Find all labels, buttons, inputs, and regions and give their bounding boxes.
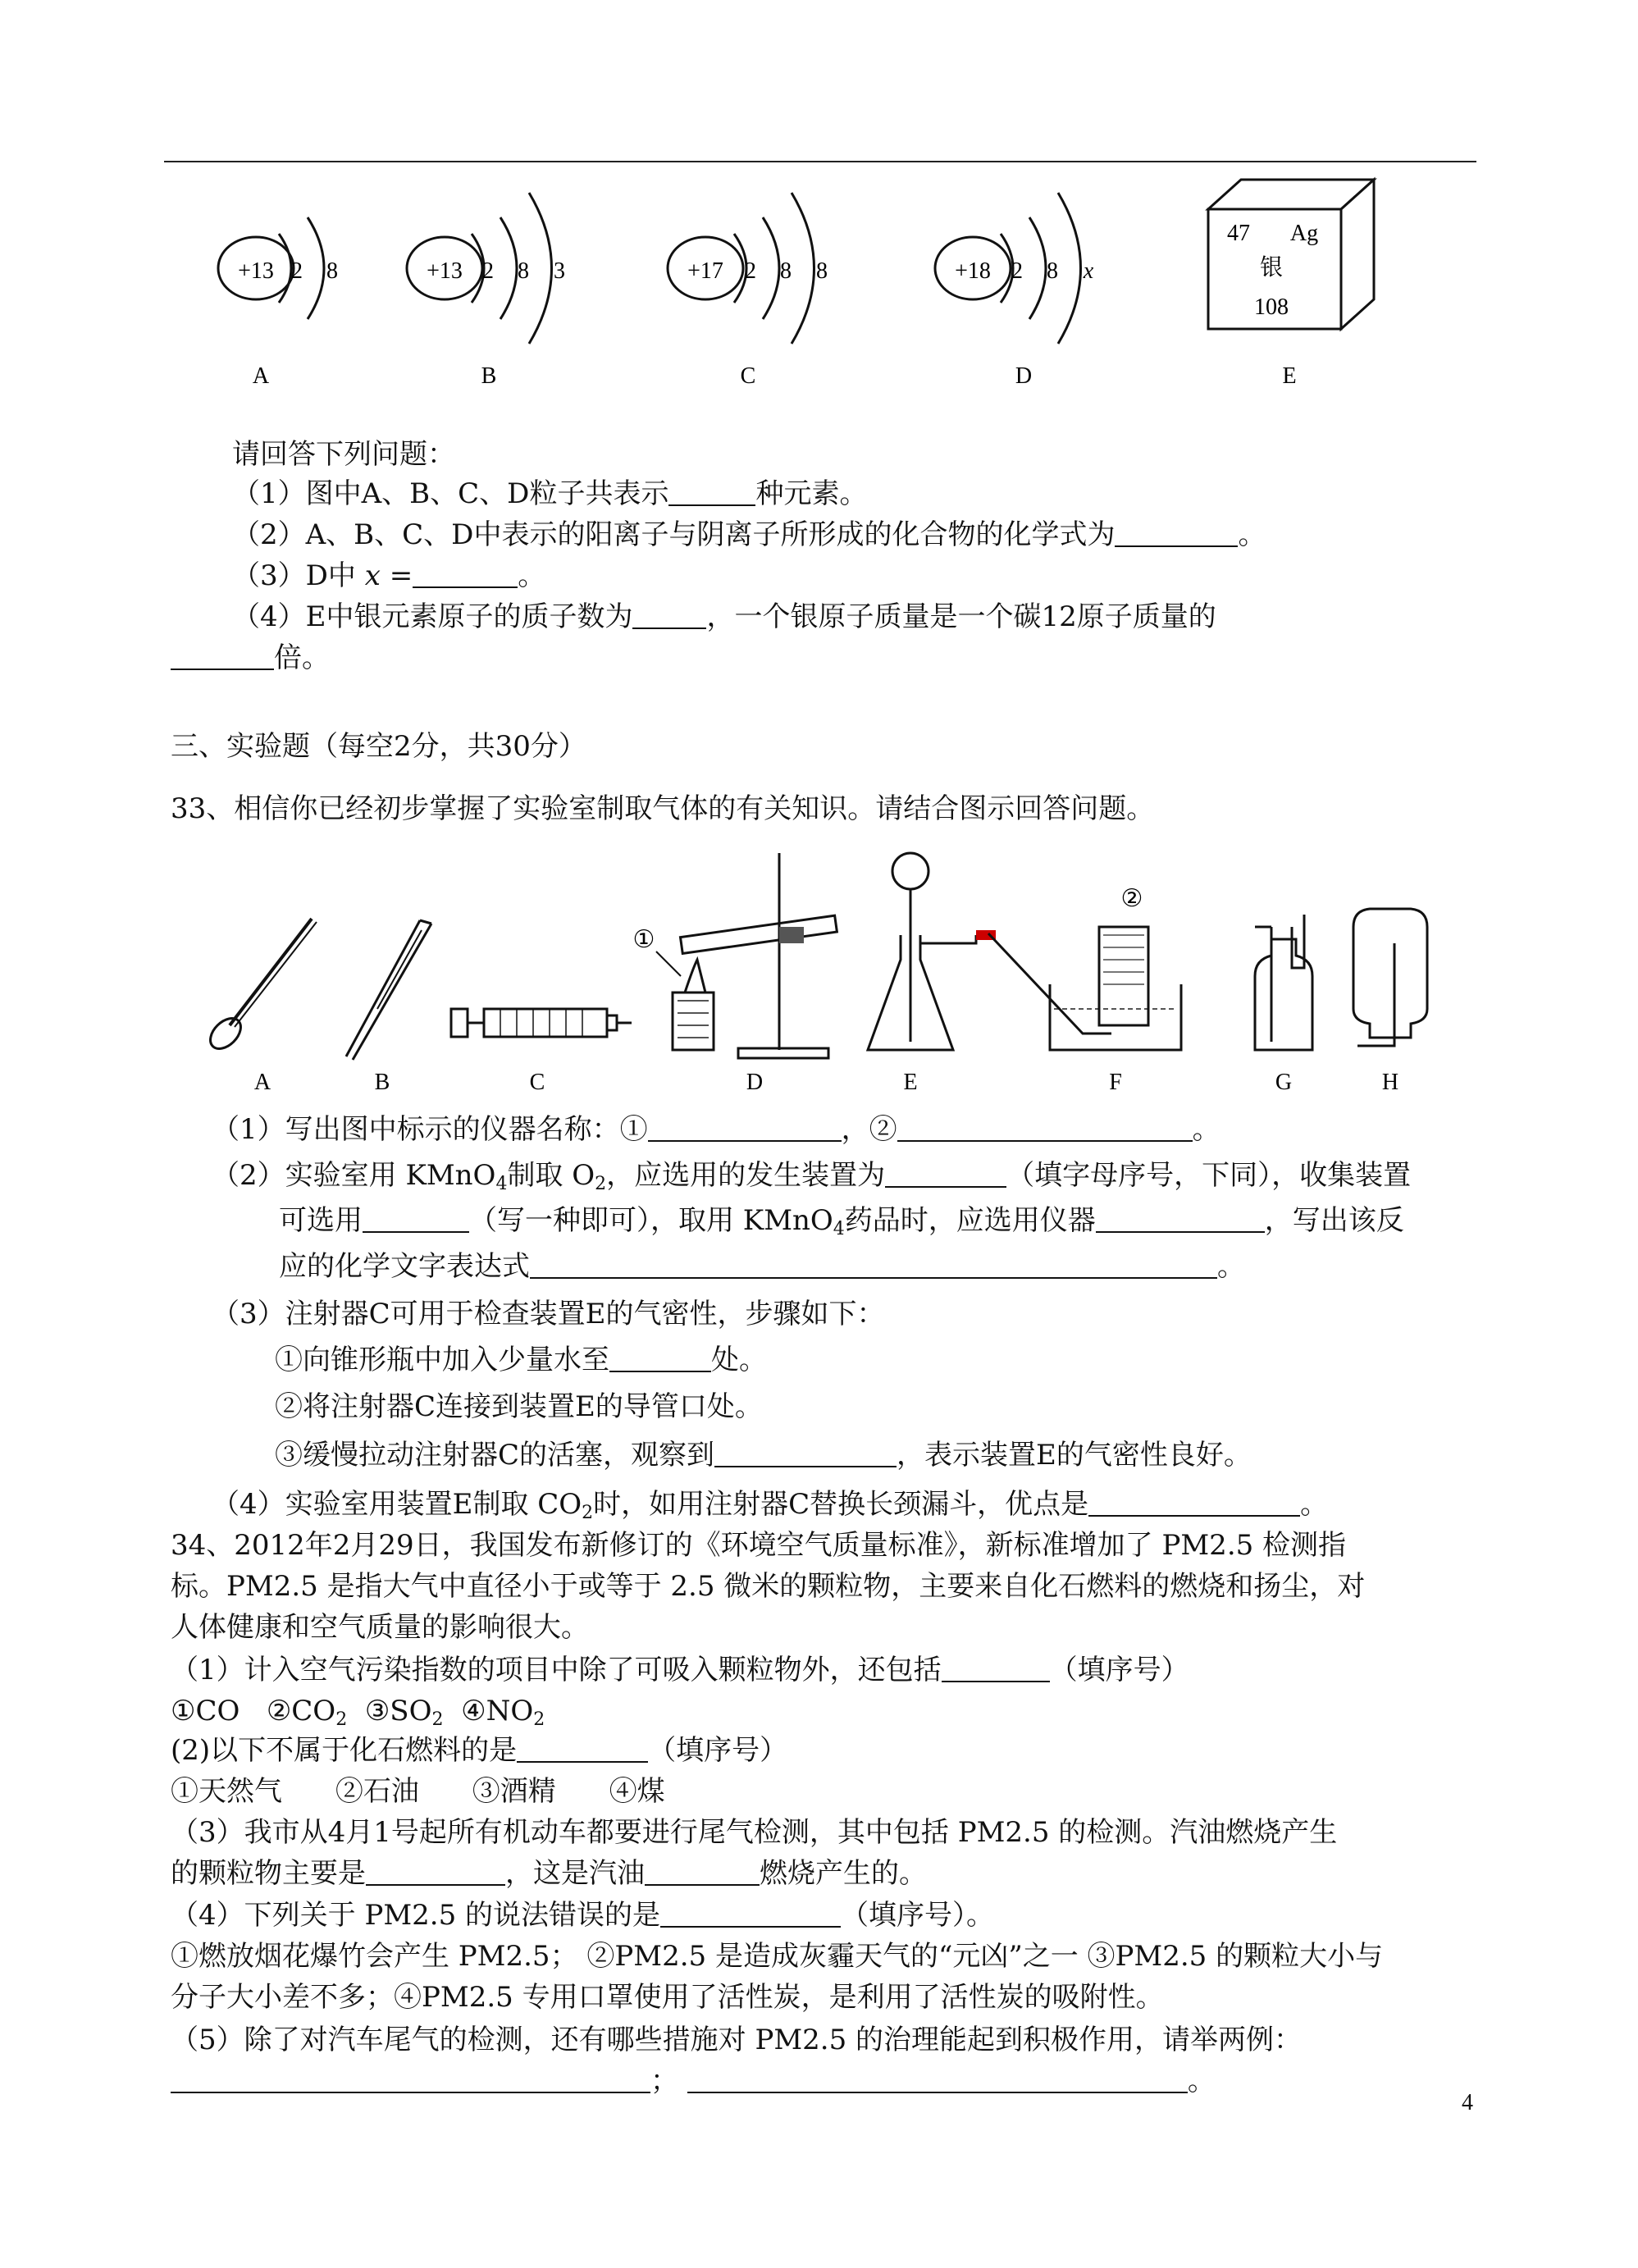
atom-b-shell-1: 2 [482, 258, 494, 284]
q33-s4-b: 时，如用注射器C替换长颈漏斗，优点是 [593, 1488, 1089, 1521]
element-name: 银 [1259, 255, 1284, 281]
atom-b [407, 193, 565, 389]
q32-s2-tail: 。 [1238, 518, 1266, 551]
apparatus-d-heating [633, 853, 837, 1095]
page-number: 4 [1462, 2090, 1473, 2115]
q33-s2-h: ，写出该反 [1264, 1204, 1404, 1237]
q32-s3-var: x [364, 559, 381, 592]
q34-fuel-1: ①天然气 [171, 1775, 282, 1808]
apparatus-f-label: F [1109, 1070, 1122, 1095]
q33-s1-tail: 。 [1192, 1113, 1221, 1146]
q34-s2-blank[interactable] [517, 1733, 648, 1763]
q34-s3-blank-1[interactable] [366, 1856, 505, 1886]
q34-s5-tail: 。 [1187, 2065, 1216, 2097]
q33-s3-3a: ③缓慢拉动注射器C的活塞，观察到 [275, 1439, 715, 1472]
q34-s4-a: （4）下列关于 PM2.5 的说法错误的是 [171, 1899, 661, 1932]
atom-d-label: D [1015, 363, 1033, 389]
q33-s2-c: ，应选用的发生装置为 [606, 1159, 886, 1192]
q34-s1-a: （1）计入空气污染指数的项目中除了可吸入颗粒物外，还包括 [171, 1654, 942, 1686]
apparatus-figure [189, 845, 1444, 1107]
atom-structure-figure [164, 168, 1476, 390]
q33-s2-blank-4[interactable] [530, 1249, 1217, 1279]
atom-b-shell-3: 3 [554, 258, 565, 284]
q33-s3-blank-1[interactable] [609, 1343, 711, 1372]
q33-s2-j: 。 [1217, 1250, 1245, 1283]
q33-s3-3b: ，表示装置E的气密性良好。 [897, 1439, 1252, 1472]
apparatus-c-syringe [451, 1009, 632, 1095]
q33-s2-blank-2[interactable] [363, 1203, 469, 1233]
q34-fuel-2: ②石油 [335, 1775, 419, 1808]
q33-s4-a: （4）实验室用装置E制取 CO [212, 1488, 582, 1521]
q33-s2-b: 制取 O [507, 1159, 595, 1192]
q34-s4-options-2: 分子大小差不多；④PM2.5 专用口罩使用了活性炭，是利用了活性炭的吸附性。 [171, 1981, 1164, 2014]
q33-s2-g: 药品时，应选用仪器 [844, 1204, 1096, 1237]
atom-c [668, 193, 828, 389]
q33-s2-blank-1[interactable] [885, 1158, 1006, 1188]
header-rule [164, 161, 1476, 162]
apparatus-b-label: B [374, 1070, 390, 1095]
q32-s2-blank[interactable] [1115, 518, 1238, 547]
atom-a-shell-1: 2 [291, 258, 303, 284]
element-mass: 108 [1254, 294, 1289, 320]
q34-s2-options [171, 1773, 665, 1809]
q34-s1-options [171, 1693, 545, 1738]
q34-s4-options-1: ①燃放烟花爆竹会产生 PM2.5； ②PM2.5 是造成灰霾天气的“元凶”之一 ③PM2.5 的颗粒大小与 [171, 1940, 1384, 1973]
q34-s5: （5）除了对汽车尾气的检测，还有哪些措施对 PM2.5 的治理能起到积极作用，请举两例： [171, 2024, 1303, 2056]
q32-s4-blank-2[interactable] [171, 641, 274, 670]
q33-s2-i: 应的化学文字表达式 [279, 1250, 530, 1283]
q33-s2-a: （2）实验室用 KMnO [212, 1159, 496, 1192]
apparatus-a-spoon [205, 919, 317, 1095]
q34-s5-blank-1[interactable] [171, 2064, 650, 2093]
q33-s3-blank-2[interactable] [714, 1438, 897, 1467]
q33-s3-step3 [275, 1437, 1252, 1473]
apparatus-mark-2: ② [1120, 885, 1143, 912]
q33-s1-blank-2[interactable] [897, 1112, 1193, 1142]
q32-s4-mid: ，一个银原子质量是一个碳12原子质量的 [706, 600, 1216, 633]
q34-s5-sep: ； [650, 2065, 678, 2097]
q34-s3-b: 的颗粒物主要是 [171, 1857, 366, 1890]
element-number: 47 [1227, 221, 1250, 246]
q34-s4-b: （填序号）。 [841, 1899, 995, 1932]
q33-s1-text: （1）写出图中标示的仪器名称：① [212, 1113, 648, 1146]
q34-s1 [171, 1652, 1189, 1688]
q33-s4-sub: 2 [582, 1503, 594, 1523]
q34-p3: 人体健康和空气质量的影响很大。 [171, 1611, 589, 1644]
q34-p2: 标。PM2.5 是指大气中直径小于或等于 2.5 微米的颗粒物，主要来自化石燃料的燃烧和扬尘，对 [171, 1570, 1366, 1603]
apparatus-mark-1: ① [632, 926, 655, 953]
atom-a-nucleus: +13 [238, 258, 274, 284]
q33-s1-blank-1[interactable] [648, 1112, 842, 1142]
q34-fuel-4: ④煤 [609, 1775, 665, 1808]
q33-s4-blank[interactable] [1088, 1487, 1300, 1517]
q32-s3-blank[interactable] [413, 559, 518, 588]
atom-d-shell-2: 8 [1047, 258, 1058, 284]
q34-s3-c: ，这是汽油 [505, 1857, 645, 1890]
atom-b-nucleus: +13 [427, 258, 463, 284]
q33-s2-line3 [279, 1248, 1245, 1285]
atom-b-label: B [481, 363, 497, 389]
q34-option-3: ③SO [364, 1695, 432, 1727]
apparatus-h-bottle [1353, 909, 1427, 1095]
q32-s4-cont [171, 640, 330, 676]
atom-a-label: A [252, 363, 270, 389]
q34-s2-a: (2)以下不属于化石燃料的是 [171, 1734, 518, 1767]
q34-s2 [171, 1732, 787, 1768]
q32-s3-eq: = [389, 559, 413, 592]
q32-s4-blank-1[interactable] [632, 600, 706, 629]
q33-s4 [212, 1486, 1328, 1531]
q32-s1-blank[interactable] [668, 477, 755, 506]
q33-s3: （3）注射器C可用于检查装置E的气密性，步骤如下： [212, 1298, 885, 1330]
q33-s1-mid: ，② [841, 1113, 897, 1146]
q33-s1 [212, 1111, 1221, 1148]
q34-option-2: ②CO [266, 1695, 336, 1727]
q34-s4 [171, 1897, 994, 1933]
apparatus-c-label: C [529, 1070, 545, 1095]
q33-s2-sub3: 4 [833, 1219, 845, 1239]
q32-s3-text: （3）D中 [232, 559, 356, 592]
q32-s2 [232, 517, 1266, 553]
q33-s3-step2: ②将注射器C连接到装置E的导管口处。 [275, 1390, 763, 1423]
apparatus-d-label: D [746, 1070, 764, 1095]
q33-s3-step1 [275, 1342, 767, 1378]
q33-s4-c: 。 [1300, 1488, 1329, 1521]
q34-fuel-3: ③酒精 [472, 1775, 556, 1808]
q33-s2-f: （写一种即可），取用 KMnO [469, 1204, 833, 1237]
q32-s3 [232, 558, 545, 594]
apparatus-e-flask [868, 853, 996, 1095]
element-symbol: Ag [1289, 221, 1319, 246]
q34-s4-blank[interactable] [660, 1898, 841, 1928]
q34-s3-d: 燃烧产生的。 [760, 1857, 927, 1890]
apparatus-h-label: H [1381, 1070, 1399, 1095]
apparatus-g-bottle [1255, 915, 1312, 1095]
q34-option-4: ④NO [461, 1695, 534, 1727]
q32-s4-tail: 倍。 [274, 641, 330, 674]
q33-s2-e: 可选用 [279, 1204, 363, 1237]
q33-s3-1a: ①向锥形瓶中加入少量水至 [275, 1344, 609, 1376]
q33-s2-blank-3[interactable] [1096, 1203, 1265, 1233]
atom-b-shell-2: 8 [518, 258, 529, 284]
q34-s5-blank-2[interactable] [687, 2064, 1188, 2093]
q33-stem: 33、相信你已经初步掌握了实验室制取气体的有关知识。请结合图示回答问题。 [171, 792, 1155, 825]
q32-prompt: 请回答下列问题： [232, 438, 455, 471]
atom-a [218, 217, 338, 389]
apparatus-g-label: G [1275, 1070, 1293, 1095]
q32-s1-text: （1）图中A、B、C、D粒子共表示 [232, 477, 669, 510]
q34-s1-blank[interactable] [942, 1653, 1050, 1682]
q34-option-4-sub: 2 [533, 1709, 545, 1730]
atom-d [935, 193, 1094, 389]
q34-s2-b: （填序号） [648, 1734, 788, 1767]
q33-s2-line2 [279, 1202, 1404, 1248]
q33-s3-1b: 处。 [711, 1344, 767, 1376]
q34-option-2-sub: 2 [335, 1709, 348, 1730]
section-3-heading: 三、实验题（每空2分，共30分） [171, 730, 586, 763]
q34-p1: 34、2012年2月29日，我国发布新修订的《环境空气质量标准》，新标准增加了 PM2.5 检测指 [171, 1529, 1347, 1562]
q33-s2-sub1: 4 [495, 1174, 508, 1194]
q34-option-1: ①CO [171, 1695, 240, 1727]
q32-s4-text: （4）E中银元素原子的质子数为 [232, 600, 633, 633]
q34-s3-line1: （3）我市从4月1号起所有机动车都要进行尾气检测，其中包括 PM2.5 的检测。汽油燃烧产生 [171, 1816, 1338, 1849]
q34-s5-answers [171, 2063, 1216, 2099]
atom-c-label: C [740, 363, 756, 389]
atom-a-shell-2: 8 [326, 258, 338, 284]
apparatus-b-tweezers [346, 920, 431, 1095]
atom-c-shell-3: 8 [816, 258, 828, 284]
q32-s1-tail: 种元素。 [755, 477, 868, 510]
q32-s3-tail: 。 [518, 559, 546, 592]
atom-d-shell-1: 2 [1011, 258, 1023, 284]
q34-option-3-sub: 2 [431, 1709, 444, 1730]
element-box-label: E [1282, 363, 1297, 389]
q32-s4 [232, 599, 1216, 635]
atom-d-nucleus: +18 [955, 258, 991, 284]
atom-d-shell-3: x [1083, 258, 1094, 284]
q32-s1 [232, 476, 867, 512]
element-box-ag [1208, 180, 1374, 389]
apparatus-f-trough [988, 885, 1181, 1095]
atom-c-shell-2: 8 [780, 258, 792, 284]
atom-c-shell-1: 2 [745, 258, 756, 284]
apparatus-e-label: E [903, 1070, 918, 1095]
atom-c-nucleus: +17 [687, 258, 723, 284]
apparatus-a-label: A [253, 1070, 271, 1095]
q34-s3-blank-2[interactable] [645, 1856, 760, 1886]
q33-s2-sub2: 2 [595, 1174, 607, 1194]
q32-s2-text: （2）A、B、C、D中表示的阳离子与阴离子所形成的化合物的化学式为 [232, 518, 1116, 551]
q33-s2-d: （填字母序号，下同），收集装置 [1006, 1159, 1412, 1192]
q33-s2-line1 [212, 1157, 1411, 1202]
q34-s1-b: （填序号） [1049, 1654, 1189, 1686]
q34-s3-line2 [171, 1855, 927, 1892]
